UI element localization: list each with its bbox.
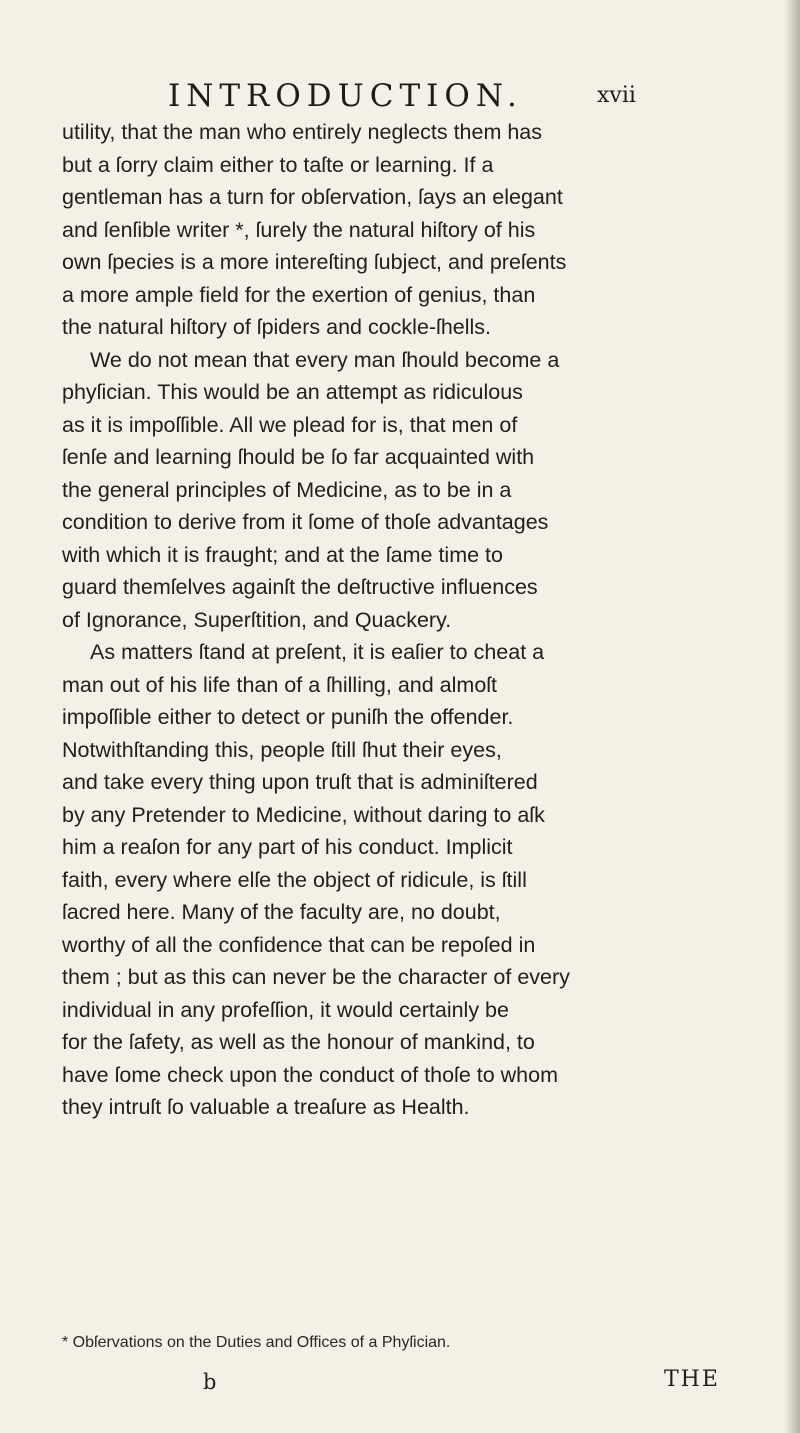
text-line: impoſſible either to detect or puniſh the offender. bbox=[62, 705, 514, 729]
text-line: as it is impoſſible. All we plead for is, that men of bbox=[62, 412, 518, 437]
text-line: utility, that the man who entirely neglects them has bbox=[62, 120, 543, 144]
text-line: him a reaſon for any part of his conduct. Implicit bbox=[62, 835, 513, 859]
text-line: have ſome check upon the conduct of thoſe to whom bbox=[62, 1062, 559, 1087]
text-line: worthy of all the confidence that can be repoſed in bbox=[62, 932, 536, 957]
text-line: individual in any profeſſion, it would certainly be bbox=[62, 997, 509, 1022]
text-line: them ; but as this can never be the character of every bbox=[62, 965, 570, 989]
text-line: of Ignorance, Superſtition, and Quackery. bbox=[62, 607, 452, 632]
page-edge-shadow bbox=[784, 0, 800, 1433]
page-number: xvii bbox=[597, 83, 636, 108]
text-line: the natural hiſtory of ſpiders and cockle-ſhells. bbox=[62, 315, 492, 339]
text-line: guard themſelves againſt the deſtructive influences bbox=[62, 575, 538, 599]
text-line: Notwithſtanding this, people ſtill ſhut their eyes, bbox=[62, 737, 502, 762]
text-line: faith, every where elſe the object of ridicule, is ſtill bbox=[62, 867, 527, 892]
text-line: condition to derive from it ſome of thoſe advantages bbox=[62, 510, 549, 534]
text-line: by any Pretender to Medicine, without daring to aſk bbox=[62, 802, 545, 827]
catchword: THE bbox=[664, 1367, 720, 1392]
page-header bbox=[168, 78, 636, 118]
text-line: for the ſafety, as well as the honour of mankind, to bbox=[62, 1030, 535, 1054]
text-line: and take every thing upon truſt that is adminiſtered bbox=[62, 770, 538, 794]
text-line: ſacred here. Many of the faculty are, no doubt, bbox=[62, 900, 501, 924]
text-line: ſenſe and learning ſhould be ſo far acquainted with bbox=[62, 445, 535, 469]
text-line: they intruſt ſo valuable a treaſure as Health. bbox=[62, 1095, 470, 1119]
text-line: We do not mean that every man ſhould become a bbox=[90, 347, 560, 372]
text-line: but a ſorry claim either to taſte or learning. If a bbox=[62, 152, 494, 177]
running-head: INTRODUCTION. bbox=[168, 78, 523, 114]
text-line: man out of his life than of a ſhilling, and almoſt bbox=[62, 672, 498, 697]
text-line: gentleman has a turn for obſervation, ſays an elegant bbox=[62, 185, 563, 209]
text-line: the general principles of Medicine, as to be in a bbox=[62, 477, 512, 502]
text-line: As matters ſtand at preſent, it is eaſier to cheat a bbox=[90, 640, 545, 664]
footnote: * Obſervations on the Duties and Offices of a Phyſician. bbox=[62, 1334, 451, 1351]
body-text bbox=[62, 116, 762, 1124]
signature-mark: b bbox=[203, 1370, 217, 1394]
text-line: a more ample field for the exertion of genius, than bbox=[62, 282, 536, 307]
text-line: with which it is fraught; and at the ſame time to bbox=[62, 542, 503, 567]
text-line: and ſenſible writer *, ſurely the natural hiſtory of his bbox=[62, 217, 536, 242]
text-line: phyſician. This would be an attempt as ridiculous bbox=[62, 380, 523, 404]
text-line: own ſpecies is a more intereſting ſubject, and preſents bbox=[62, 250, 567, 274]
